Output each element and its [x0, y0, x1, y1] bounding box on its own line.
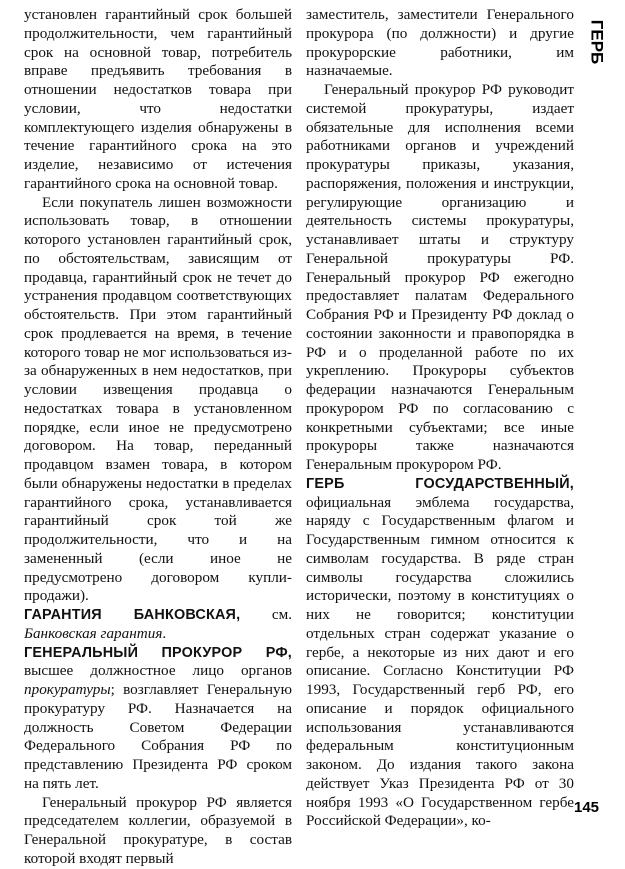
paragraph-continuation: установлен гарантийный срок большей продолжительности, чем гарантийный срок на основной товар, потребитель вправе предъявить требования в отношении недостатков товара при условии, что недостатки комплектующего изделия обнаружены в течение гарантийного срока на это изделие, независимо от истечения гарантийного срока на основной товар.: [24, 6, 292, 192]
paragraph-deputies: заместитель, заместители Генерального прокурора (по должности) и другие прокурорские работники, им назначаемые.: [306, 6, 574, 80]
entry-headword: ГЕРБ ГОСУДАРСТВЕННЫЙ,: [306, 475, 574, 492]
cross-reference-link[interactable]: Банковская гарантия: [24, 624, 163, 642]
left-column: [24, 6, 292, 869]
page-number: 145: [574, 799, 600, 816]
entry-end: .: [162, 624, 167, 642]
right-column: [306, 6, 574, 831]
entry-bank-guarantee: [24, 606, 292, 644]
running-head-text: ГЕРБ: [587, 19, 607, 65]
paragraph-collegium: Генеральный прокурор РФ является председателем коллегии, образуемой в Генеральной прокуратуре, в состав которой входят первый: [24, 793, 292, 867]
entry-text: официальная эмблема государства, наряду с Государственным флагом и Государственным гимном относится к символам государства. В ряде стран символы государства сложились исторически, поэтому в конституциях о них не говорится; конституции отдельных стран содержат указание о гербе, а некоторые из них дают и его описание. Согласно Конституции РФ 1993, Государственный герб РФ, его описание и порядок официального использования устанавливаются федеральным конституционным законом. До издания такого закона действует Указ Президента РФ от 30 ноября 1993 «О Государственном гербе Российской Федерации», ко-: [306, 493, 574, 830]
entry-prosecutor-general: [24, 644, 292, 794]
entry-headword: ГЕНЕРАЛЬНЫЙ ПРОКУРОР РФ,: [24, 644, 292, 661]
running-head: [585, 14, 607, 70]
entry-text: ; возглавляет Генеральную прокуратуру РФ. Назначается на должность Советом Федерации Федерального Собрания РФ по представлению Президента РФ сроком на пять лет.: [24, 681, 292, 792]
entry-headword: ГАРАНТИЯ БАНКОВСКАЯ,: [24, 607, 241, 623]
cross-reference-link[interactable]: прокуратуры: [24, 681, 111, 698]
paragraph-prosecutor-duties: Генеральный прокурор РФ руководит системой прокуратуры, издает обязательные для исполнения всеми работниками органов и учреждений прокуратуры приказы, указания, распоряжения, положения и инструкции, регулирующие организацию и деятельность системы прокуратуры, устанавливает штаты и структуру Генеральной прокуратуры РФ. Генеральный прокурор РФ ежегодно предоставляет палатам Федерального Собрания РФ и Президенту РФ доклад о состоянии законности и правопорядка в РФ и о проделанной работе по их укреплению. Прокуроры субъектов федерации назначаются Генеральным прокурором РФ по согласованию с конкретными субъектами; все иные прокуроры также назначаются Генеральным прокурором РФ.: [306, 81, 574, 473]
see-also-label: см.: [271, 606, 292, 623]
paragraph-warranty-extension: Если покупатель лишен возможности использовать товар, в отношении которого установлен гарантийный срок, по обстоятельствам, зависящим от продавца, гарантийный срок не течет до устранения продавцом соответствующих обстоятельств. При этом гарантийный срок продлевается на время, в течение которого товар не мог использоваться из-за обнаруженных в нем недостатков, при условии извещения продавца о недостатках товара в установленном порядке, если иное не предусмотрено договором. На товар, переданный продавцом взамен товара, в котором были обнаружены недостатки в пределах гарантийного срока, устанавливается гарантийный срок той же продолжительности, что и на замененный (если иное не предусмотрено договором купли-продажи).: [24, 193, 292, 605]
entry-state-emblem: [306, 475, 574, 831]
entry-text: высшее должностное лицо органов: [24, 662, 292, 680]
